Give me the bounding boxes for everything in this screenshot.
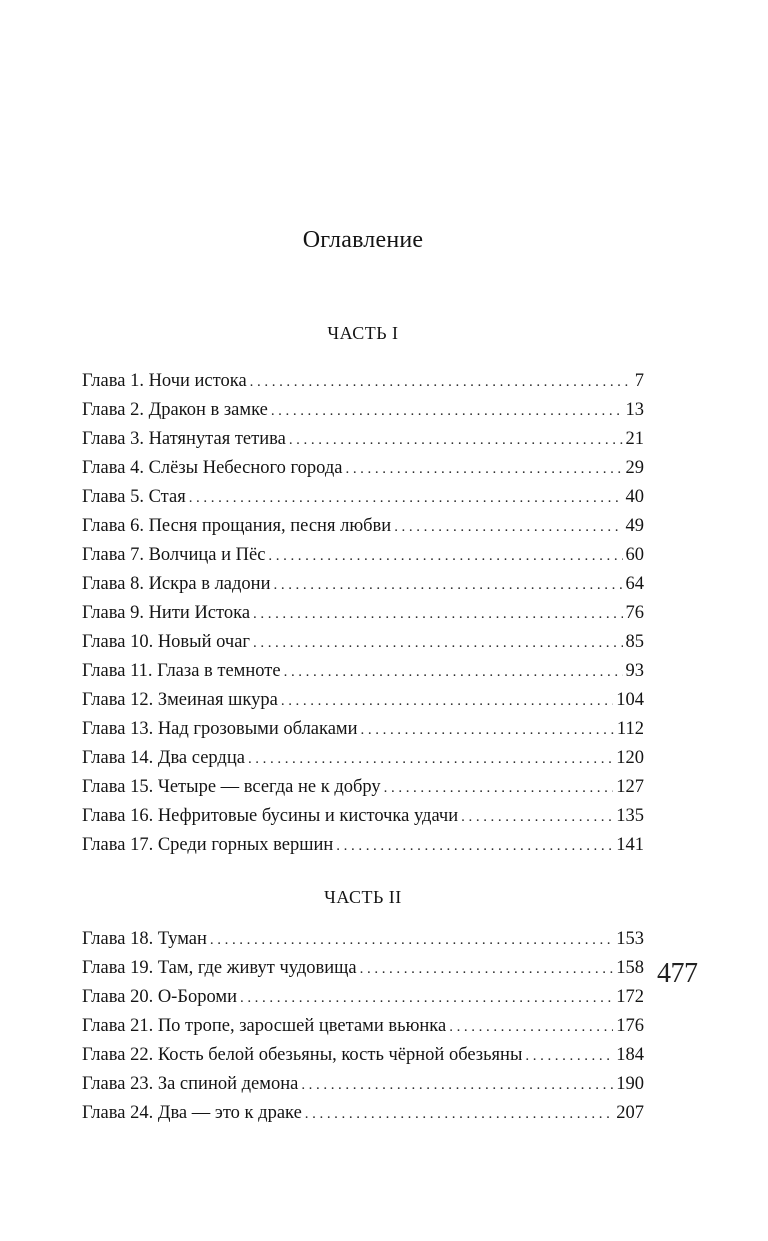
toc-entry-page: 7 <box>634 371 644 391</box>
toc-entry[interactable] <box>82 483 644 512</box>
toc-entry[interactable] <box>82 541 644 570</box>
toc-entry[interactable] <box>82 1041 644 1070</box>
leader-dots <box>253 600 622 629</box>
toc-entry-label: Глава 20. О-Бороми <box>82 987 237 1007</box>
toc-entry[interactable] <box>82 425 644 454</box>
toc-entry[interactable] <box>82 454 644 483</box>
toc-entry-page: 184 <box>616 1045 644 1065</box>
toc-entry-label: Глава 9. Нити Истока <box>82 603 251 623</box>
toc-entry-label: Глава 1. Ночи истока <box>82 371 247 391</box>
toc-entry-page: 49 <box>625 516 644 536</box>
leader-dots <box>289 426 623 455</box>
leader-dots <box>189 484 623 513</box>
toc-entry-page: 85 <box>625 632 644 652</box>
toc-entry-page: 112 <box>616 719 644 739</box>
toc-entry[interactable] <box>82 744 644 773</box>
toc-entry[interactable] <box>82 657 644 686</box>
leader-dots <box>394 513 622 542</box>
leader-dots <box>384 774 614 803</box>
leader-dots <box>361 716 614 745</box>
leader-dots <box>274 571 623 600</box>
leader-dots <box>345 455 622 484</box>
toc-entry-page: 76 <box>625 603 644 623</box>
toc-part-1 <box>82 367 644 860</box>
toc-entry-label: Глава 19. Там, где живут чудовища <box>82 958 357 978</box>
leader-dots <box>449 1013 613 1042</box>
toc-entry-page: 13 <box>625 400 644 420</box>
toc-entry-page: 176 <box>616 1016 644 1036</box>
toc-entry-label: Глава 18. Туман <box>82 929 207 949</box>
toc-entry-page: 60 <box>625 545 644 565</box>
leader-dots <box>461 803 613 832</box>
leader-dots <box>336 832 613 861</box>
toc-entry-label: Глава 4. Слёзы Небесного города <box>82 458 343 478</box>
leader-dots <box>360 955 614 984</box>
leader-dots <box>253 629 623 658</box>
toc-entry-label: Глава 23. За спиной демона <box>82 1074 299 1094</box>
toc-entry-page: 141 <box>616 835 644 855</box>
toc-entry[interactable] <box>82 925 644 954</box>
toc-entry[interactable] <box>82 628 644 657</box>
toc-entry[interactable] <box>82 802 644 831</box>
toc-entry-label: Глава 7. Волчица и Пёс <box>82 545 266 565</box>
toc-entry[interactable] <box>82 599 644 628</box>
toc-entry-label: Глава 15. Четыре — всегда не к добру <box>82 777 381 797</box>
leader-dots <box>301 1071 613 1100</box>
toc-entry-label: Глава 22. Кость белой обезьяны, кость чёрной обезьяны <box>82 1045 523 1065</box>
toc-entry[interactable] <box>82 686 644 715</box>
leader-dots <box>250 368 632 397</box>
toc-entry-page: 104 <box>616 690 644 710</box>
toc-entry[interactable] <box>82 1099 644 1128</box>
toc-entry-page: 207 <box>616 1103 644 1123</box>
toc-entry-page: 153 <box>616 929 644 949</box>
leader-dots <box>305 1100 613 1129</box>
toc-entry-label: Глава 17. Среди горных вершин <box>82 835 334 855</box>
toc-entry-page: 120 <box>616 748 644 768</box>
toc-entry[interactable] <box>82 831 644 860</box>
toc-entry-label: Глава 16. Нефритовые бусины и кисточка удачи <box>82 806 459 826</box>
toc-entry[interactable] <box>82 570 644 599</box>
leader-dots <box>525 1042 613 1071</box>
toc-entry-label: Глава 11. Глаза в темноте <box>82 661 281 681</box>
toc-part-2 <box>82 925 644 1128</box>
toc-entry-label: Глава 13. Над грозовыми облаками <box>82 719 358 739</box>
toc-entry-label: Глава 14. Два сердца <box>82 748 245 768</box>
toc-entry[interactable] <box>82 396 644 425</box>
toc-entry[interactable] <box>82 1070 644 1099</box>
leader-dots <box>281 687 613 716</box>
toc-entry[interactable] <box>82 773 644 802</box>
toc-entry-label: Глава 6. Песня прощания, песня любви <box>82 516 392 536</box>
page-number: 477 <box>657 958 698 989</box>
toc-entry-page: 135 <box>616 806 644 826</box>
toc-entry-label: Глава 5. Стая <box>82 487 186 507</box>
leader-dots <box>284 658 623 687</box>
part-heading-2: ЧАСТЬ II <box>324 887 402 907</box>
toc-entry[interactable] <box>82 983 644 1012</box>
leader-dots <box>240 984 613 1013</box>
toc-entry-label: Глава 8. Искра в ладони <box>82 574 271 594</box>
toc-entry-page: 93 <box>625 661 644 681</box>
toc-entry[interactable] <box>82 715 644 744</box>
toc-entry-page: 158 <box>616 958 644 978</box>
toc-entry[interactable] <box>82 512 644 541</box>
toc-entry-label: Глава 2. Дракон в замке <box>82 400 268 420</box>
toc-entry-label: Глава 12. Змеиная шкура <box>82 690 278 710</box>
leader-dots <box>248 745 613 774</box>
toc-entry-page: 21 <box>625 429 644 449</box>
toc-entry-page: 172 <box>616 987 644 1007</box>
toc-entry-page: 29 <box>625 458 644 478</box>
page-title: Оглавление <box>302 227 424 253</box>
toc-entry-label: Глава 24. Два — это к драке <box>82 1103 302 1123</box>
leader-dots <box>268 542 622 571</box>
toc-entry[interactable] <box>82 367 644 396</box>
toc-entry-page: 64 <box>625 574 644 594</box>
toc-entry-label: Глава 10. Новый очаг <box>82 632 250 652</box>
toc-entry-page: 127 <box>616 777 644 797</box>
toc-entry-page: 40 <box>625 487 644 507</box>
leader-dots <box>210 926 613 955</box>
toc-entry[interactable] <box>82 954 644 983</box>
leader-dots <box>271 397 623 426</box>
toc-entry-label: Глава 3. Натянутая тетива <box>82 429 286 449</box>
toc-entry-label: Глава 21. По тропе, заросшей цветами вьюнка <box>82 1016 447 1036</box>
part-heading-1: ЧАСТЬ I <box>327 323 399 343</box>
toc-entry[interactable] <box>82 1012 644 1041</box>
toc-entry-page: 190 <box>616 1074 644 1094</box>
